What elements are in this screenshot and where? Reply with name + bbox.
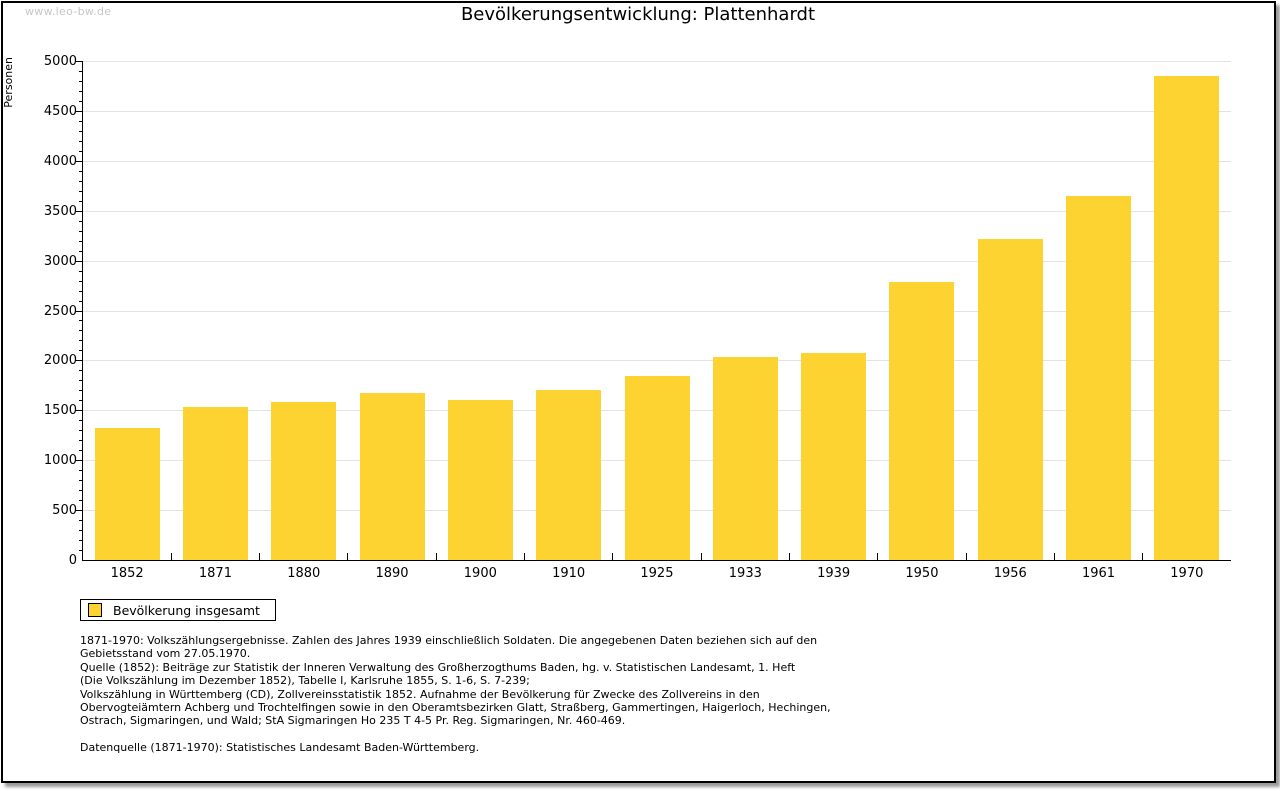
y-axis-title: Personen <box>2 57 15 108</box>
chart-title: Bevölkerungsentwicklung: Plattenhardt <box>460 4 816 25</box>
y-axis-tick <box>79 231 83 232</box>
y-axis-tick <box>79 141 83 142</box>
x-tick-label-1925: 1925 <box>640 566 674 581</box>
y-axis-tick <box>76 61 83 62</box>
x-tick-label-1956: 1956 <box>993 566 1027 581</box>
x-axis-tick <box>877 553 878 560</box>
y-axis-tick <box>79 470 83 471</box>
gridline <box>83 161 1231 162</box>
x-tick-label-1950: 1950 <box>905 566 939 581</box>
bar-1950 <box>889 282 954 560</box>
y-axis-tick <box>79 121 83 122</box>
y-axis-tick <box>79 191 83 192</box>
y-axis-tick <box>79 500 83 501</box>
x-axis-tick <box>701 553 702 560</box>
x-tick-label-1939: 1939 <box>817 566 851 581</box>
data-source-line: Datenquelle (1871-1970): Statistisches Landesamt Baden-Württemberg. <box>80 741 480 754</box>
bar-1871 <box>183 407 248 560</box>
watermark: www.leo-bw.de <box>25 5 112 18</box>
gridline <box>83 261 1231 262</box>
y-axis-tick <box>76 410 83 411</box>
y-axis-tick <box>79 420 83 421</box>
y-axis-tick <box>79 480 83 481</box>
x-tick-label-1880: 1880 <box>287 566 321 581</box>
y-axis-tick <box>79 91 83 92</box>
y-tick-label: 4500 <box>43 103 77 119</box>
y-axis-tick <box>76 510 83 511</box>
y-tick-label: 3000 <box>43 253 77 269</box>
x-tick-label-1961: 1961 <box>1081 566 1116 581</box>
bar-1961 <box>1066 196 1131 560</box>
y-tick-label: 2000 <box>43 353 77 369</box>
y-axis-tick <box>79 520 83 521</box>
legend-swatch-icon <box>88 603 102 617</box>
legend-label: Bevölkerung insgesamt <box>113 602 260 618</box>
footnotes <box>80 634 831 728</box>
x-axis-tick <box>347 553 348 560</box>
bar-1925 <box>625 376 690 560</box>
y-axis-tick <box>76 261 83 262</box>
bar-1939 <box>801 353 866 560</box>
y-axis-tick <box>79 291 83 292</box>
y-tick-label: 1500 <box>43 403 77 419</box>
y-axis-tick <box>79 181 83 182</box>
x-axis-tick <box>524 553 525 560</box>
x-tick-label-1890: 1890 <box>375 566 409 581</box>
bar-1970 <box>1154 76 1219 560</box>
x-axis-tick <box>789 553 790 560</box>
y-tick-label: 2500 <box>43 303 77 319</box>
gridline <box>83 61 1231 62</box>
bar-1890 <box>360 393 425 560</box>
footnote-line: Volkszählung in Württemberg (CD), Zollvereinsstatistik 1852. Aufnahme der Bevölkerung für Zwecke des Zollvereins in den <box>80 687 760 701</box>
y-axis-tick <box>79 241 83 242</box>
y-axis-tick <box>79 370 83 371</box>
y-tick-label: 1000 <box>43 453 77 469</box>
plot-area <box>43 54 1231 581</box>
gridline <box>83 311 1231 312</box>
y-axis-tick <box>79 71 83 72</box>
gridline <box>83 111 1231 112</box>
x-tick-label-1970: 1970 <box>1170 566 1204 581</box>
y-axis-tick <box>79 281 83 282</box>
x-axis-tick <box>171 553 172 560</box>
x-tick-label-1900: 1900 <box>463 566 497 581</box>
y-axis-tick <box>79 380 83 381</box>
y-axis-tick <box>79 490 83 491</box>
x-axis-tick <box>1142 553 1143 560</box>
footnote-line: Quelle (1852): Beiträge zur Statistik der Inneren Verwaltung des Großherzogthums Baden, hg. v. Statistischen Landesamt, 1. Heft <box>80 660 796 674</box>
y-axis-tick <box>79 101 83 102</box>
y-axis-tick <box>76 360 83 361</box>
y-axis-tick <box>76 211 83 212</box>
y-axis-tick <box>79 320 83 321</box>
x-tick-label-1871: 1871 <box>198 566 232 581</box>
y-axis-tick <box>76 460 83 461</box>
y-tick-label: 500 <box>52 503 77 519</box>
y-axis-tick <box>79 540 83 541</box>
y-axis-tick <box>79 151 83 152</box>
bar-1900 <box>448 400 513 560</box>
bar-1910 <box>536 390 601 560</box>
legend <box>80 599 276 621</box>
x-axis-tick <box>436 553 437 560</box>
x-tick-label-1933: 1933 <box>728 566 762 581</box>
footnote-line: 1871-1970: Volkszählungsergebnisse. Zahlen des Jahres 1939 einschließlich Soldaten. Die angegebenen Daten beziehen sich auf den <box>80 634 818 647</box>
bar-1852 <box>95 428 160 560</box>
y-tick-label: 3500 <box>43 203 77 219</box>
footnote-line: Gebietsstand vom 27.05.1970. <box>80 647 251 661</box>
y-axis-tick <box>79 350 83 351</box>
y-axis-tick <box>79 450 83 451</box>
y-axis-tick <box>76 161 83 162</box>
y-tick-label: 0 <box>68 553 77 568</box>
footnote-line: Obervogteiämtern Achberg und Trochtelfingen sowie in den Oberamtsbezirken Glatt, Straßberg, Gammertingen, Haigerloch, Hechingen, <box>80 701 831 715</box>
x-axis-tick <box>1054 553 1055 560</box>
x-tick-label-1852: 1852 <box>110 566 144 581</box>
y-axis-tick <box>79 201 83 202</box>
x-axis-tick <box>259 553 260 560</box>
y-axis-tick <box>79 251 83 252</box>
x-axis-tick <box>966 553 967 560</box>
gridline <box>83 211 1231 212</box>
y-tick-label: 4000 <box>43 153 77 169</box>
bar-1956 <box>978 239 1043 560</box>
y-axis-tick <box>79 430 83 431</box>
footnote-line: (Die Volkszählung im Dezember 1852), Tabelle I, Karlsruhe 1855, S. 1-6, S. 7-239; <box>80 674 530 688</box>
bar-1933 <box>713 357 778 560</box>
y-axis-tick <box>79 550 83 551</box>
y-axis-tick <box>79 301 83 302</box>
y-axis-tick <box>79 340 83 341</box>
y-axis-tick <box>76 311 83 312</box>
y-axis-tick <box>79 440 83 441</box>
gridline <box>83 360 1231 361</box>
y-axis-tick <box>79 390 83 391</box>
bar-1880 <box>271 402 336 560</box>
y-axis-tick <box>79 530 83 531</box>
y-axis-tick <box>79 330 83 331</box>
y-tick-label: 5000 <box>43 54 77 69</box>
x-tick-label-1910: 1910 <box>552 566 586 581</box>
y-axis-tick <box>79 131 83 132</box>
y-axis-tick <box>79 271 83 272</box>
y-axis-tick <box>79 81 83 82</box>
y-axis-tick <box>79 221 83 222</box>
y-axis-tick <box>79 171 83 172</box>
footnote-line: Ostrach, Sigmaringen, und Wald; StA Sigmaringen Ho 235 T 4-5 Pr. Reg. Sigmaringen, Nr. 460-469. <box>80 714 626 728</box>
y-axis-tick <box>76 111 83 112</box>
x-axis-tick <box>612 553 613 560</box>
y-axis-tick <box>79 400 83 401</box>
